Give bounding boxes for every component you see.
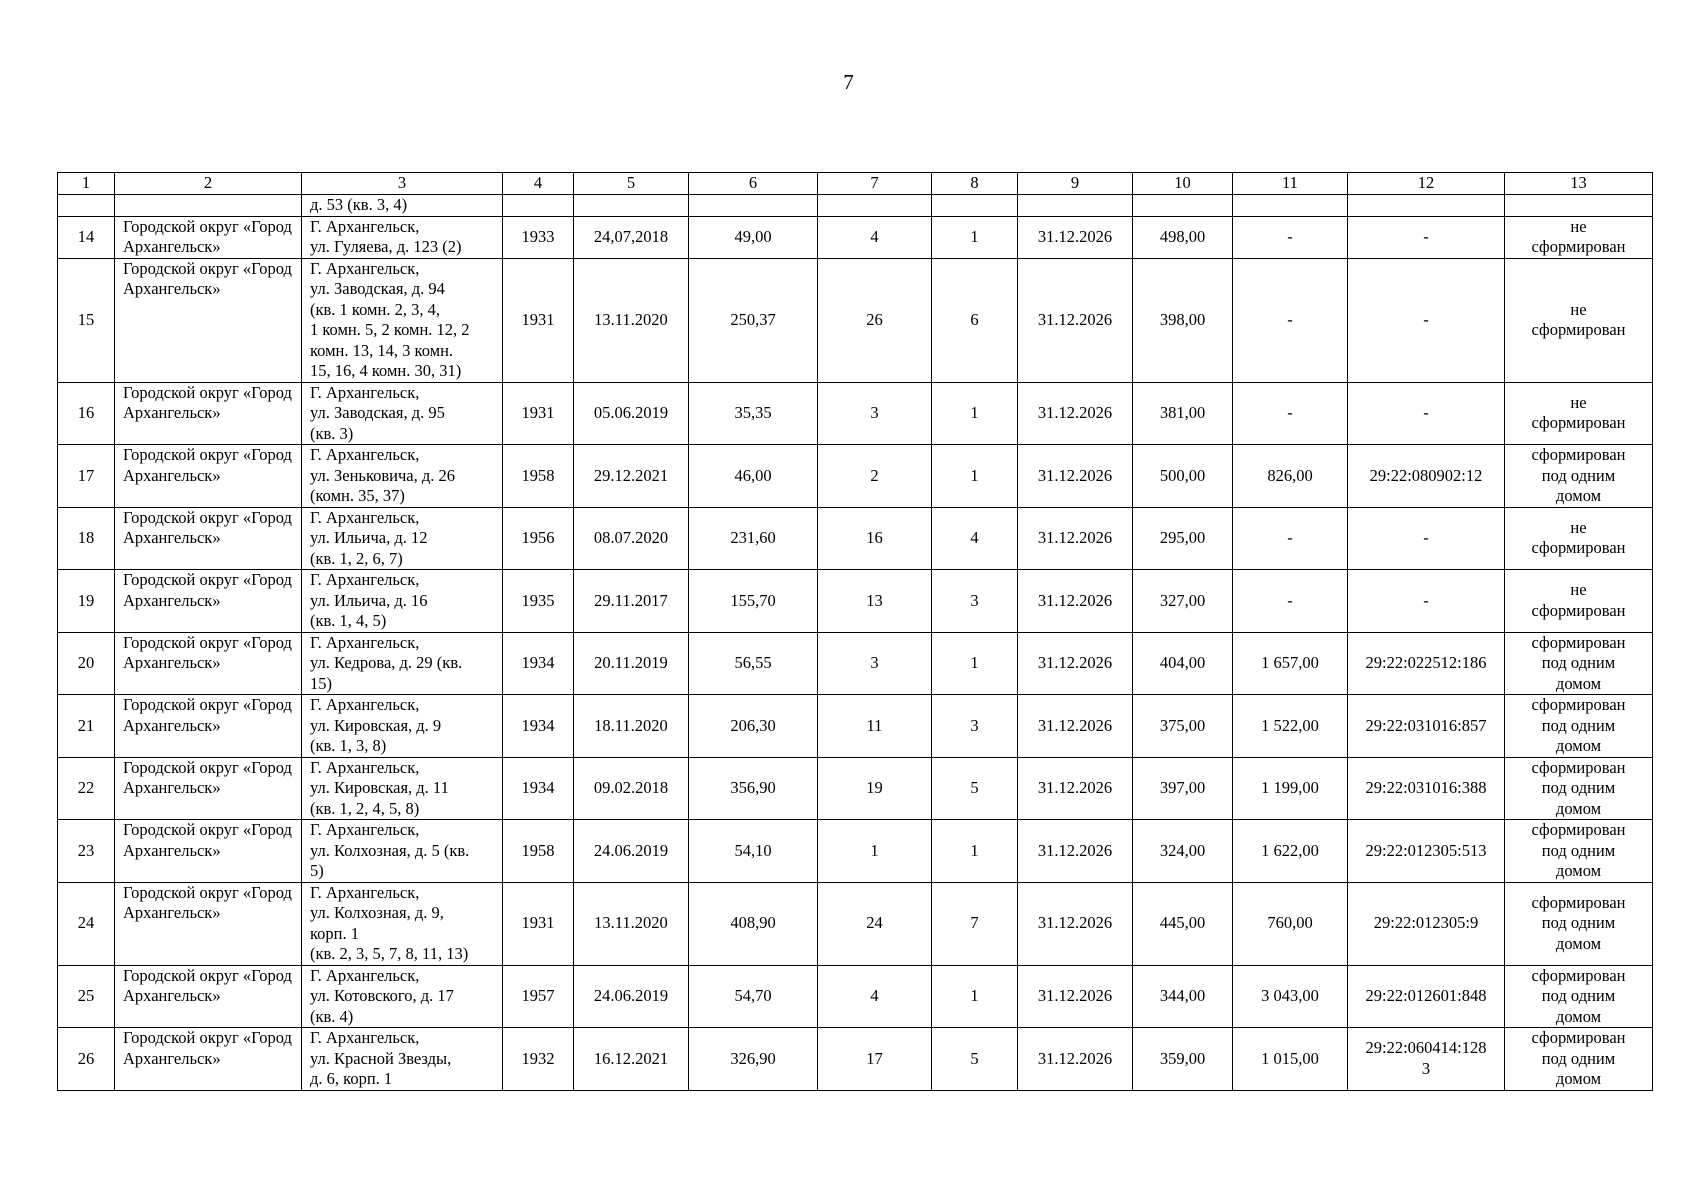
living-area-cell: 56,55 (689, 632, 818, 695)
municipality-cell: Городской округ «Город Архангельск» (115, 632, 302, 695)
resettlement-deadline-cell: 31.12.2026 (1018, 258, 1133, 382)
living-area-cell: 54,10 (689, 820, 818, 883)
cadastral-number-cell: 29:22:080902:12 (1348, 445, 1505, 508)
land-status-cell: сформирован под одним домом (1505, 965, 1653, 1028)
row-number-cell: 23 (58, 820, 115, 883)
table-cell (689, 195, 818, 217)
table-row (58, 216, 1653, 258)
cadastral-number-cell: - (1348, 507, 1505, 570)
land-area-cell: 1 657,00 (1233, 632, 1348, 695)
cadastral-number-cell: - (1348, 258, 1505, 382)
address-cell: Г. Архангельск, ул. Кедрова, д. 29 (кв. 15) (302, 632, 503, 695)
land-status-cell: сформирован под одним домом (1505, 757, 1653, 820)
recognition-date-cell: 16.12.2021 (574, 1028, 689, 1091)
land-area-cell: 1 622,00 (1233, 820, 1348, 883)
land-area-cell: - (1233, 570, 1348, 633)
resettlement-deadline-cell: 31.12.2026 (1018, 570, 1133, 633)
table-row (58, 965, 1653, 1028)
table-cell (503, 195, 574, 217)
row-number-cell: 22 (58, 757, 115, 820)
column-header: 13 (1505, 173, 1653, 195)
resettlement-deadline-cell: 31.12.2026 (1018, 1028, 1133, 1091)
residents-count-cell: 3 (818, 382, 932, 445)
column-header: 1 (58, 173, 115, 195)
cost-cell: 324,00 (1133, 820, 1233, 883)
resettlement-deadline-cell: 31.12.2026 (1018, 882, 1133, 965)
row-number-cell: 16 (58, 382, 115, 445)
recognition-date-cell: 24.06.2019 (574, 965, 689, 1028)
living-area-cell: 250,37 (689, 258, 818, 382)
residents-count-cell: 19 (818, 757, 932, 820)
address-cell: Г. Архангельск, ул. Кировская, д. 11 (кв. 1, 2, 4, 5, 8) (302, 757, 503, 820)
living-area-cell: 326,90 (689, 1028, 818, 1091)
land-status-cell: сформирован под одним домом (1505, 695, 1653, 758)
land-status-cell: сформирован под одним домом (1505, 820, 1653, 883)
municipality-cell: Городской округ «Город Архангельск» (115, 507, 302, 570)
cadastral-number-cell: 29:22:031016:857 (1348, 695, 1505, 758)
table-cell (58, 195, 115, 217)
address-cell: Г. Архангельск, ул. Колхозная, д. 5 (кв. 5) (302, 820, 503, 883)
table-row (58, 570, 1653, 633)
municipality-cell: Городской округ «Город Архангельск» (115, 445, 302, 508)
land-area-cell: - (1233, 258, 1348, 382)
row-number-cell: 14 (58, 216, 115, 258)
column-header: 5 (574, 173, 689, 195)
row-number-cell: 15 (58, 258, 115, 382)
construction-year-cell: 1932 (503, 1028, 574, 1091)
table-row (58, 757, 1653, 820)
recognition-date-cell: 20.11.2019 (574, 632, 689, 695)
municipality-cell: Городской округ «Город Архангельск» (115, 382, 302, 445)
recognition-date-cell: 24,07,2018 (574, 216, 689, 258)
table-cell (1505, 195, 1653, 217)
construction-year-cell: 1957 (503, 965, 574, 1028)
municipality-cell: Городской округ «Город Архангельск» (115, 965, 302, 1028)
construction-year-cell: 1931 (503, 258, 574, 382)
recognition-date-cell: 08.07.2020 (574, 507, 689, 570)
land-status-cell: сформирован под одним домом (1505, 1028, 1653, 1091)
residents-count-cell: 26 (818, 258, 932, 382)
municipality-cell: Городской округ «Город Архангельск» (115, 570, 302, 633)
municipality-cell: Городской округ «Город Архангельск» (115, 757, 302, 820)
cadastral-number-cell: 29:22:012305:9 (1348, 882, 1505, 965)
cost-cell: 404,00 (1133, 632, 1233, 695)
living-area-cell: 35,35 (689, 382, 818, 445)
row-number-cell: 20 (58, 632, 115, 695)
continuation-row (58, 195, 1653, 217)
residents-count-cell: 2 (818, 445, 932, 508)
table-row (58, 445, 1653, 508)
cost-cell: 344,00 (1133, 965, 1233, 1028)
living-area-cell: 206,30 (689, 695, 818, 758)
cost-cell: 375,00 (1133, 695, 1233, 758)
table-row (58, 695, 1653, 758)
row-number-cell: 17 (58, 445, 115, 508)
premises-count-cell: 1 (932, 632, 1018, 695)
column-header: 8 (932, 173, 1018, 195)
land-status-cell: не сформирован (1505, 382, 1653, 445)
living-area-cell: 46,00 (689, 445, 818, 508)
row-number-cell: 25 (58, 965, 115, 1028)
resettlement-deadline-cell: 31.12.2026 (1018, 820, 1133, 883)
resettlement-deadline-cell: 31.12.2026 (1018, 445, 1133, 508)
table-row (58, 632, 1653, 695)
cost-cell: 381,00 (1133, 382, 1233, 445)
row-number-cell: 18 (58, 507, 115, 570)
cadastral-number-cell: - (1348, 570, 1505, 633)
cadastral-number-cell: 29:22:060414:128 3 (1348, 1028, 1505, 1091)
construction-year-cell: 1956 (503, 507, 574, 570)
resettlement-deadline-cell: 31.12.2026 (1018, 632, 1133, 695)
resettlement-deadline-cell: 31.12.2026 (1018, 507, 1133, 570)
land-status-cell: не сформирован (1505, 507, 1653, 570)
table-row (58, 820, 1653, 883)
resettlement-deadline-cell: 31.12.2026 (1018, 695, 1133, 758)
land-status-cell: сформирован под одним домом (1505, 632, 1653, 695)
cost-cell: 398,00 (1133, 258, 1233, 382)
municipality-cell: Городской округ «Город Архангельск» (115, 695, 302, 758)
land-area-cell: 1 522,00 (1233, 695, 1348, 758)
column-header: 6 (689, 173, 818, 195)
cost-cell: 359,00 (1133, 1028, 1233, 1091)
cost-cell: 327,00 (1133, 570, 1233, 633)
resettlement-deadline-cell: 31.12.2026 (1018, 757, 1133, 820)
resettlement-deadline-cell: 31.12.2026 (1018, 965, 1133, 1028)
land-area-cell: 1 015,00 (1233, 1028, 1348, 1091)
municipality-cell: Городской округ «Город Архангельск» (115, 258, 302, 382)
premises-count-cell: 1 (932, 965, 1018, 1028)
premises-count-cell: 5 (932, 757, 1018, 820)
recognition-date-cell: 29.12.2021 (574, 445, 689, 508)
construction-year-cell: 1934 (503, 695, 574, 758)
premises-count-cell: 1 (932, 216, 1018, 258)
premises-count-cell: 1 (932, 820, 1018, 883)
cost-cell: 500,00 (1133, 445, 1233, 508)
premises-count-cell: 1 (932, 382, 1018, 445)
construction-year-cell: 1934 (503, 632, 574, 695)
land-area-cell: 760,00 (1233, 882, 1348, 965)
table-cell (115, 195, 302, 217)
table-row (58, 507, 1653, 570)
premises-count-cell: 5 (932, 1028, 1018, 1091)
living-area-cell: 49,00 (689, 216, 818, 258)
column-number-header-row (58, 173, 1653, 195)
residents-count-cell: 17 (818, 1028, 932, 1091)
residents-count-cell: 11 (818, 695, 932, 758)
cost-cell: 445,00 (1133, 882, 1233, 965)
land-status-cell: сформирован под одним домом (1505, 882, 1653, 965)
construction-year-cell: 1958 (503, 445, 574, 508)
recognition-date-cell: 29.11.2017 (574, 570, 689, 633)
land-status-cell: не сформирован (1505, 570, 1653, 633)
column-header: 12 (1348, 173, 1505, 195)
column-header: 7 (818, 173, 932, 195)
address-cell: Г. Архангельск, ул. Гуляева, д. 123 (2) (302, 216, 503, 258)
recognition-date-cell: 24.06.2019 (574, 820, 689, 883)
construction-year-cell: 1931 (503, 382, 574, 445)
address-cell: Г. Архангельск, ул. Колхозная, д. 9, корп. 1 (кв. 2, 3, 5, 7, 8, 11, 13) (302, 882, 503, 965)
land-area-cell: 1 199,00 (1233, 757, 1348, 820)
table-row (58, 258, 1653, 382)
premises-count-cell: 6 (932, 258, 1018, 382)
land-area-cell: - (1233, 382, 1348, 445)
construction-year-cell: 1933 (503, 216, 574, 258)
address-cell: Г. Архангельск, ул. Заводская, д. 95 (кв. 3) (302, 382, 503, 445)
land-status-cell: не сформирован (1505, 216, 1653, 258)
residents-count-cell: 4 (818, 216, 932, 258)
living-area-cell: 408,90 (689, 882, 818, 965)
address-cell: Г. Архангельск, ул. Ильича, д. 16 (кв. 1, 4, 5) (302, 570, 503, 633)
construction-year-cell: 1934 (503, 757, 574, 820)
municipality-cell: Городской округ «Город Архангельск» (115, 216, 302, 258)
row-number-cell: 21 (58, 695, 115, 758)
column-header: 2 (115, 173, 302, 195)
recognition-date-cell: 18.11.2020 (574, 695, 689, 758)
cadastral-number-cell: 29:22:012305:513 (1348, 820, 1505, 883)
recognition-date-cell: 09.02.2018 (574, 757, 689, 820)
table-cell (1348, 195, 1505, 217)
address-cell: Г. Архангельск, ул. Ильича, д. 12 (кв. 1, 2, 6, 7) (302, 507, 503, 570)
cost-cell: 295,00 (1133, 507, 1233, 570)
premises-count-cell: 3 (932, 570, 1018, 633)
column-header: 9 (1018, 173, 1133, 195)
cadastral-number-cell: 29:22:022512:186 (1348, 632, 1505, 695)
resettlement-deadline-cell: 31.12.2026 (1018, 382, 1133, 445)
address-cell: Г. Архангельск, ул. Кировская, д. 9 (кв. 1, 3, 8) (302, 695, 503, 758)
recognition-date-cell: 05.06.2019 (574, 382, 689, 445)
cadastral-number-cell: 29:22:031016:388 (1348, 757, 1505, 820)
residents-count-cell: 4 (818, 965, 932, 1028)
recognition-date-cell: 13.11.2020 (574, 258, 689, 382)
construction-year-cell: 1931 (503, 882, 574, 965)
column-header: 11 (1233, 173, 1348, 195)
cost-cell: 498,00 (1133, 216, 1233, 258)
premises-count-cell: 7 (932, 882, 1018, 965)
cadastral-number-cell: - (1348, 216, 1505, 258)
living-area-cell: 356,90 (689, 757, 818, 820)
residents-count-cell: 24 (818, 882, 932, 965)
land-status-cell: сформирован под одним домом (1505, 445, 1653, 508)
housing-registry-table (57, 172, 1653, 1091)
residents-count-cell: 16 (818, 507, 932, 570)
premises-count-cell: 3 (932, 695, 1018, 758)
land-area-cell: 3 043,00 (1233, 965, 1348, 1028)
resettlement-deadline-cell: 31.12.2026 (1018, 216, 1133, 258)
column-header: 4 (503, 173, 574, 195)
table-cell (932, 195, 1018, 217)
recognition-date-cell: 13.11.2020 (574, 882, 689, 965)
table-row (58, 1028, 1653, 1091)
table-cell (574, 195, 689, 217)
municipality-cell: Городской округ «Город Архангельск» (115, 820, 302, 883)
table-cell (1018, 195, 1133, 217)
table-row (58, 382, 1653, 445)
address-cell: Г. Архангельск, ул. Красной Звезды, д. 6, корп. 1 (302, 1028, 503, 1091)
table-cell (1233, 195, 1348, 217)
residents-count-cell: 13 (818, 570, 932, 633)
row-number-cell: 19 (58, 570, 115, 633)
column-header: 3 (302, 173, 503, 195)
page-number: 7 (843, 70, 854, 94)
living-area-cell: 54,70 (689, 965, 818, 1028)
construction-year-cell: 1958 (503, 820, 574, 883)
cost-cell: 397,00 (1133, 757, 1233, 820)
land-status-cell: не сформирован (1505, 258, 1653, 382)
residents-count-cell: 1 (818, 820, 932, 883)
row-number-cell: 26 (58, 1028, 115, 1091)
column-header: 10 (1133, 173, 1233, 195)
address-cell: Г. Архангельск, ул. Зеньковича, д. 26 (комн. 35, 37) (302, 445, 503, 508)
continued-address-cell: д. 53 (кв. 3, 4) (302, 195, 503, 217)
construction-year-cell: 1935 (503, 570, 574, 633)
land-area-cell: - (1233, 507, 1348, 570)
table-cell (818, 195, 932, 217)
cadastral-number-cell: 29:22:012601:848 (1348, 965, 1505, 1028)
living-area-cell: 231,60 (689, 507, 818, 570)
table-body (58, 195, 1653, 1091)
cadastral-number-cell: - (1348, 382, 1505, 445)
premises-count-cell: 4 (932, 507, 1018, 570)
table-cell (1133, 195, 1233, 217)
land-area-cell: - (1233, 216, 1348, 258)
address-cell: Г. Архангельск, ул. Котовского, д. 17 (кв. 4) (302, 965, 503, 1028)
municipality-cell: Городской округ «Город Архангельск» (115, 882, 302, 965)
row-number-cell: 24 (58, 882, 115, 965)
residents-count-cell: 3 (818, 632, 932, 695)
address-cell: Г. Архангельск, ул. Заводская, д. 94 (кв. 1 комн. 2, 3, 4, 1 комн. 5, 2 комн. 12, 2 комн. 13, 14, 3 комн. 15, 16, 4 комн. 30, 31) (302, 258, 503, 382)
living-area-cell: 155,70 (689, 570, 818, 633)
municipality-cell: Городской округ «Город Архангельск» (115, 1028, 302, 1091)
table-row (58, 882, 1653, 965)
premises-count-cell: 1 (932, 445, 1018, 508)
land-area-cell: 826,00 (1233, 445, 1348, 508)
